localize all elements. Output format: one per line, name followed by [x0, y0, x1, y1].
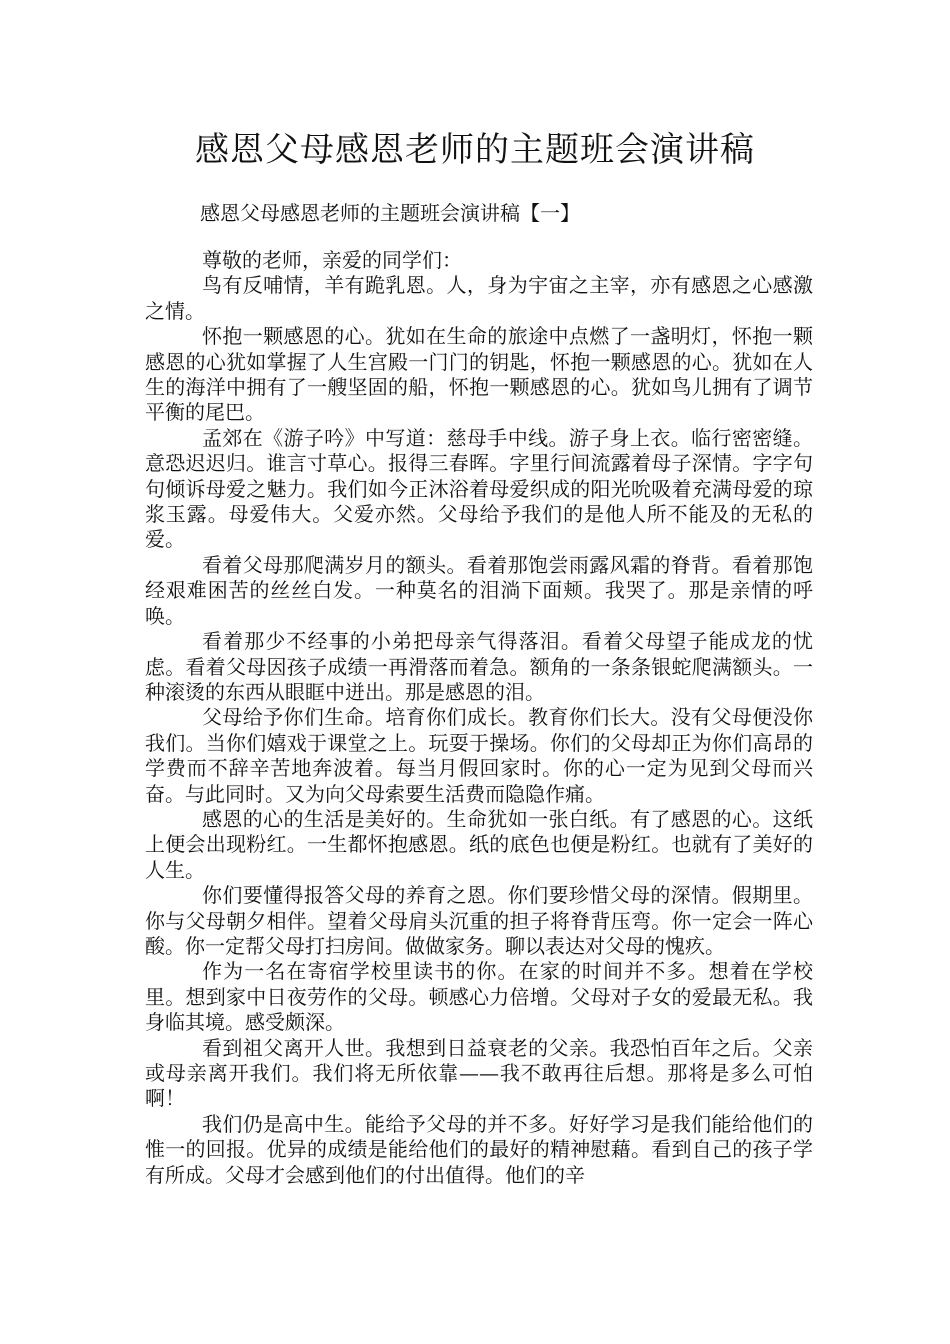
body-paragraph: 看着父母那爬满岁月的额头。看着那饱尝雨露风霜的脊背。看着那饱经艰难困苦的丝丝白发。一种莫名的泪淌下面颊。我哭了。那是亲情的呼唤。 [145, 552, 813, 628]
body-paragraph: 感恩的心的生活是美好的。生命犹如一张白纸。有了感恩的心。这纸上便会出现粉红。一生都怀抱感恩。纸的底色也便是粉红。也就有了美好的人生。 [145, 806, 813, 882]
body-paragraph: 鸟有反哺情，羊有跪乳恩。人，身为宇宙之主宰，亦有感恩之心感激之情。 [145, 273, 813, 323]
body-paragraph: 怀抱一颗感恩的心。犹如在生命的旅途中点燃了一盏明灯，怀抱一颗感恩的心犹如掌握了人生宫殿一门门的钥匙，怀抱一颗感恩的心。犹如在人生的海洋中拥有了一艘坚固的船，怀抱一颗感恩的心。犹如鸟儿拥有了调节平衡的尾巴。 [145, 324, 813, 425]
body-paragraph: 孟郊在《游子吟》中写道：慈母手中线。游子身上衣。临行密密缝。意恐迟迟归。谁言寸草心。报得三春晖。字里行间流露着母子深情。字字句句倾诉母爱之魅力。我们如今正沐浴着母爱织成的阳光吮吸着充满母爱的琼浆玉露。母爱伟大。父爱亦然。父母给予我们的是他人所不能及的无私的爱。 [145, 425, 813, 552]
body-paragraph: 你们要懂得报答父母的养育之恩。你们要珍惜父母的深情。假期里。你与父母朝夕相伴。望着父母肩头沉重的担子将脊背压弯。你一定会一阵心酸。你一定帮父母打扫房间。做做家务。聊以表达对父母的愧疚。 [145, 883, 813, 958]
document-subtitle: 感恩父母感恩老师的主题班会演讲稿【一】 [200, 201, 580, 225]
body-paragraph: 看着那少不经事的小弟把母亲气得落泪。看着父母望子能成龙的忧虑。看着父母因孩子成绩一再滑落而着急。额角的一条条银蛇爬满额头。一种滚烫的东西从眼眶中迸出。那是感恩的泪。 [145, 629, 813, 704]
body-paragraph: 父母给予你们生命。培育你们成长。教育你们长大。没有父母便没你我们。当你们嬉戏于课堂之上。玩耍于操场。你们的父母却正为你们高昂的学费而不辞辛苦地奔波着。每当月假回家时。你的心一定为见到父母而兴奋。与此同时。又为向父母索要生活费而隐隐作痛。 [145, 705, 813, 806]
body-paragraph: 我们仍是高中生。能给予父母的并不多。好好学习是我们能给他们的惟一的回报。优异的成绩是能给他们的最好的精神慰藉。看到自己的孩子学有所成。父母才会感到他们的付出值得。他们的辛 [145, 1111, 813, 1187]
document-title: 感恩父母感恩老师的主题班会演讲稿 [195, 130, 755, 170]
body-paragraph: 作为一名在寄宿学校里读书的你。在家的时间并不多。想着在学校里。想到家中日夜劳作的父母。顿感心力倍增。父母对子女的爱最无私。我身临其境。感受颇深。 [145, 959, 813, 1035]
document-body [145, 248, 813, 1188]
salutation-paragraph: 尊敬的老师，亲爱的同学们： [202, 248, 462, 272]
body-paragraph: 看到祖父离开人世。我想到日益衰老的父亲。我恐怕百年之后。父亲或母亲离开我们。我们将无所依靠——我不敢再往后想。那将是多么可怕啊！ [145, 1035, 813, 1111]
